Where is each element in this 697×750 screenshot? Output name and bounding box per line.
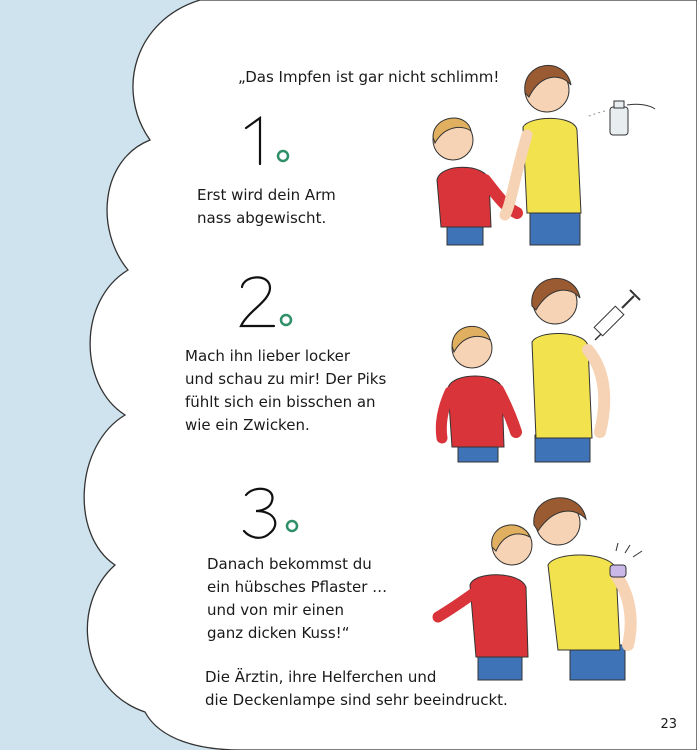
- step-number-2: [236, 271, 300, 335]
- intro-quote: „Das Impfen ist gar nicht schlimm!: [238, 68, 500, 86]
- spray-bottle-icon: [587, 101, 655, 135]
- doctor-figure: [534, 498, 631, 680]
- illustration-disinfect: [405, 45, 665, 250]
- syringe-icon: [594, 290, 640, 340]
- closing-text: Die Ärztin, ihre Helferchen und die Deckenlampe sind sehr beeindruckt.: [205, 668, 508, 709]
- child-figure: [433, 118, 517, 245]
- doctor-figure: [532, 278, 604, 462]
- step-3-text: Danach bekommst du ein hübsches Pflaster … und von mir einen ganz dicken Kuss!“: [207, 555, 388, 642]
- step-1-text: Erst wird dein Arm nass abgewischt.: [197, 186, 336, 227]
- page-number: 23: [660, 717, 677, 732]
- illustration-plaster: [430, 485, 660, 685]
- plaster-icon: [610, 543, 642, 577]
- step-number-1: [238, 112, 298, 172]
- step-2-text: Mach ihn lieber locker und schau zu mir! Der Piks fühlt sich ein bisschen an wie ein Zwicken.: [185, 347, 387, 434]
- child-figure: [441, 326, 516, 462]
- illustration-injection: [420, 260, 660, 465]
- child-figure: [438, 525, 532, 680]
- step-number-3: [240, 483, 304, 547]
